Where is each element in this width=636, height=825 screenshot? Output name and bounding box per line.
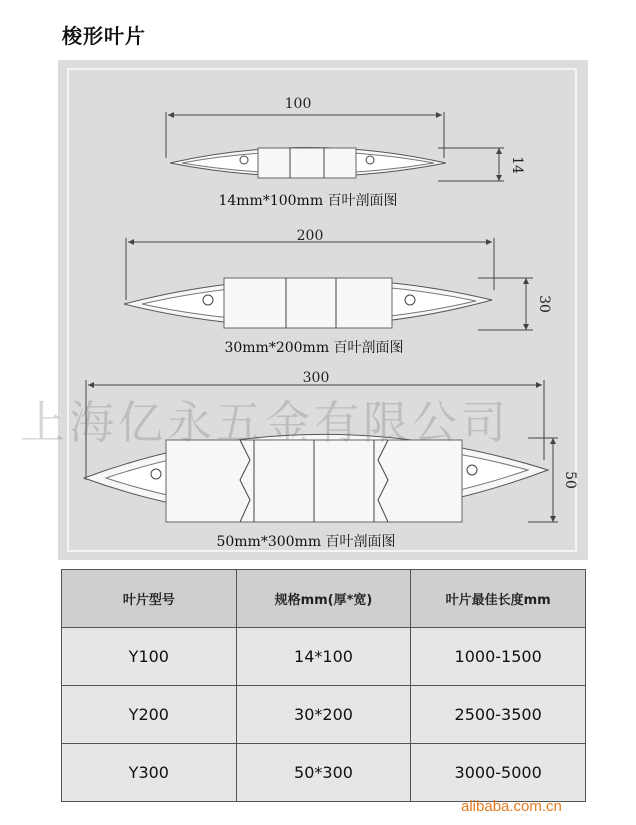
y300-caption: 50mm*300mm 百叶剖面图 bbox=[216, 534, 396, 550]
y300-height-label: 50 bbox=[562, 471, 578, 489]
y200-width-label: 200 bbox=[296, 228, 324, 244]
col-header-model: 叶片型号 bbox=[62, 570, 237, 628]
spec-table bbox=[61, 569, 586, 802]
cell-length: 1000-1500 bbox=[411, 628, 586, 686]
col-header-length: 叶片最佳长度mm bbox=[411, 570, 586, 628]
profile-y200 bbox=[124, 238, 533, 330]
cell-model: Y300 bbox=[62, 744, 237, 802]
table-row bbox=[62, 628, 586, 686]
y200-height-label: 30 bbox=[536, 295, 552, 313]
cell-model: Y100 bbox=[62, 628, 237, 686]
y200-caption: 30mm*200mm 百叶剖面图 bbox=[224, 340, 404, 356]
cell-spec: 50*300 bbox=[236, 744, 411, 802]
profile-drawings bbox=[58, 60, 588, 560]
y100-height-label: 14 bbox=[509, 156, 525, 174]
company-watermark: 上海亿永五金有限公司 bbox=[20, 396, 511, 449]
cell-length: 3000-5000 bbox=[411, 744, 586, 802]
table-header-row bbox=[62, 570, 586, 628]
table-row bbox=[62, 744, 586, 802]
y100-width-label: 100 bbox=[284, 96, 312, 112]
cell-model: Y200 bbox=[62, 686, 237, 744]
col-header-spec: 规格mm(厚*宽) bbox=[236, 570, 411, 628]
alibaba-logo: alibaba.com.cn bbox=[461, 798, 562, 815]
table-row bbox=[62, 686, 586, 744]
y100-caption: 14mm*100mm 百叶剖面图 bbox=[218, 193, 398, 209]
page-title: 梭形叶片 bbox=[62, 24, 146, 48]
profile-drawing-panel bbox=[58, 60, 588, 560]
cell-spec: 14*100 bbox=[236, 628, 411, 686]
cell-spec: 30*200 bbox=[236, 686, 411, 744]
cell-length: 2500-3500 bbox=[411, 686, 586, 744]
profile-y300 bbox=[84, 380, 558, 522]
profile-y100 bbox=[166, 112, 504, 181]
y300-width-label: 300 bbox=[302, 370, 330, 386]
